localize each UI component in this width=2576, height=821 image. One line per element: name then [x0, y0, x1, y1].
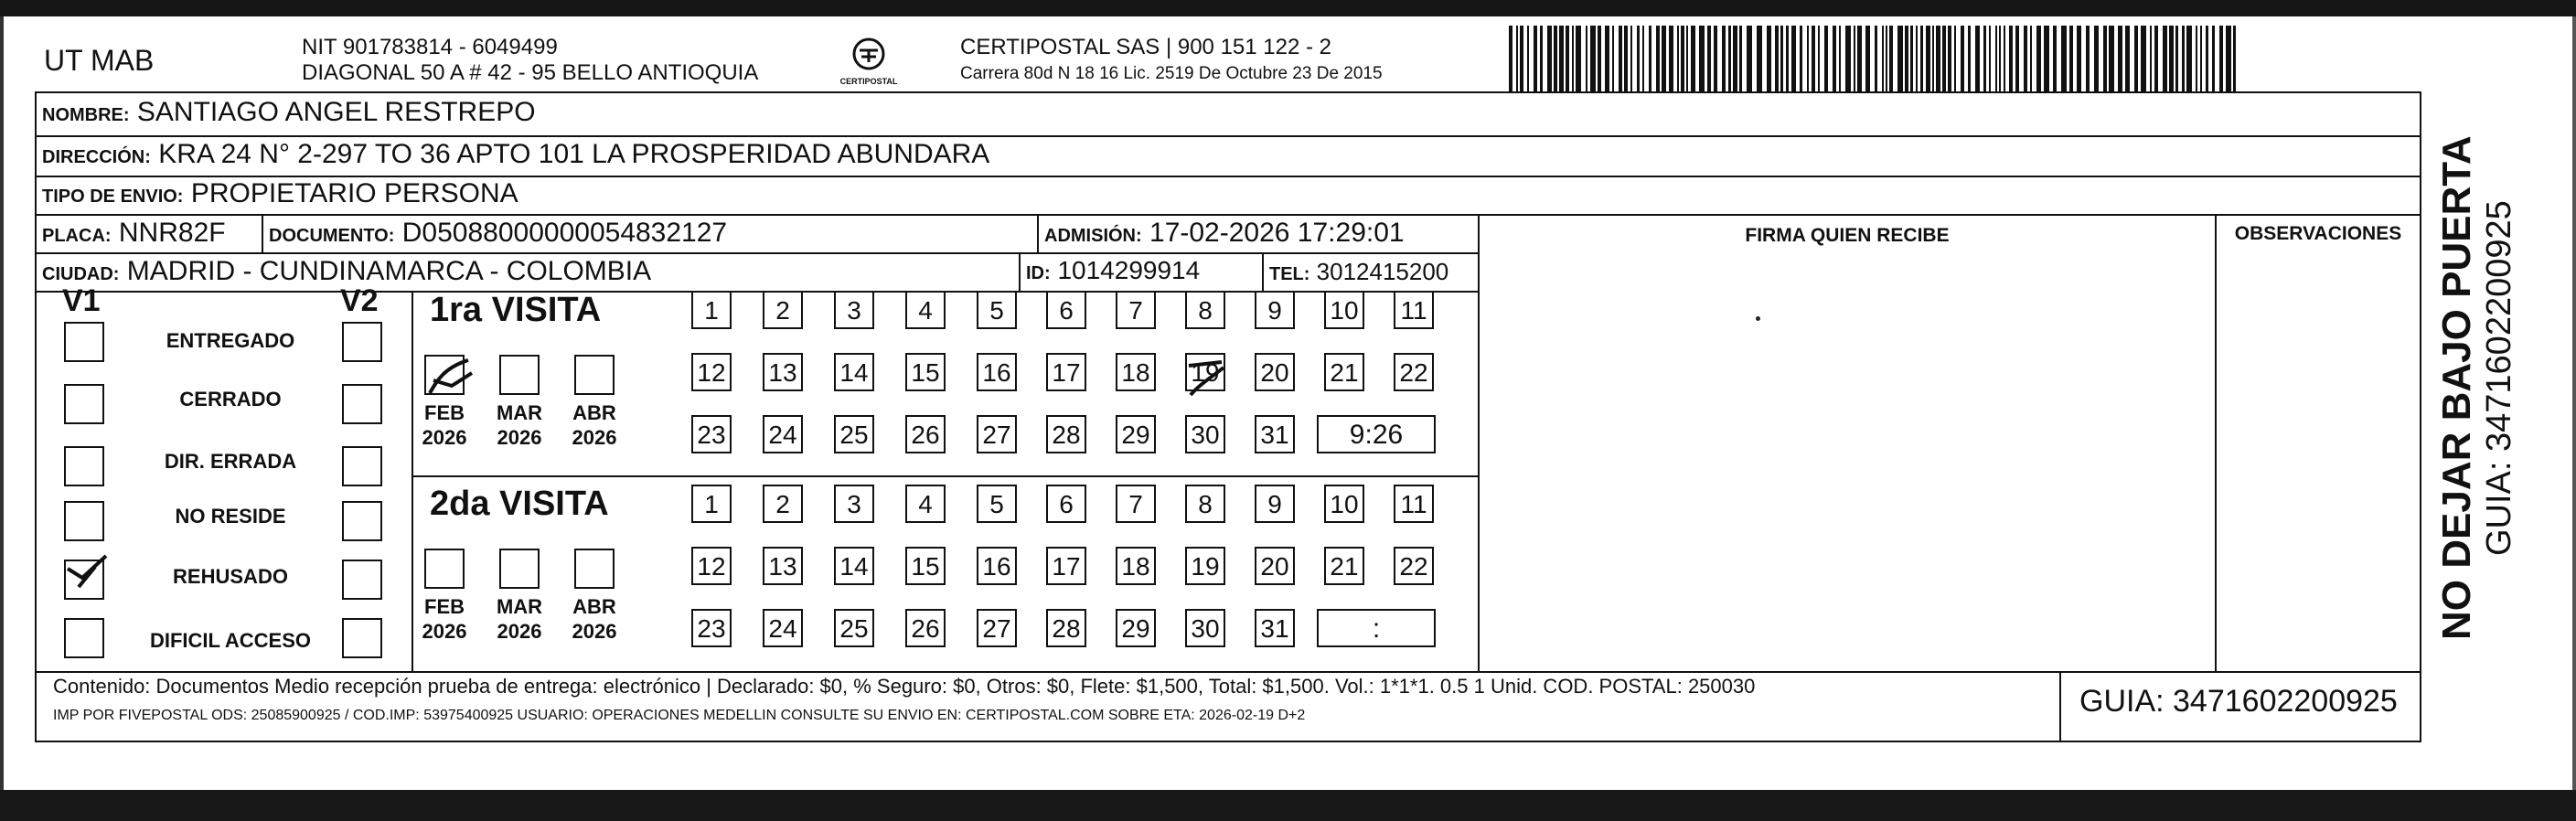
- logo-text: CERTIPOSTAL: [839, 77, 898, 86]
- barcode-bar: [1747, 26, 1752, 91]
- first-visit-month-box-mar: [499, 355, 540, 395]
- second-visit-day-27: 27: [977, 609, 1017, 647]
- barcode-bar: [1728, 26, 1731, 91]
- nombre-value: SANTIAGO ANGEL RESTREPO: [136, 97, 536, 127]
- barcode-bar: [1642, 26, 1644, 91]
- v1-checkbox-dificil-acceso: [64, 618, 104, 658]
- second-visit-month-box-abr: [574, 549, 615, 589]
- second-visit-day-24: 24: [763, 609, 803, 647]
- first-visit-day-25: 25: [834, 415, 874, 453]
- barcode-bar: [1942, 26, 1946, 91]
- second-visit-day-26: 26: [905, 609, 946, 647]
- barcode-bar: [2233, 26, 2236, 91]
- barcode-bar: [1882, 26, 1884, 91]
- second-visit-day-8: 8: [1185, 485, 1225, 523]
- barcode-bar: [1733, 26, 1737, 91]
- status-label-cerrado: CERRADO: [179, 388, 282, 410]
- barcode-bar: [1586, 26, 1587, 91]
- barcode-bar: [2163, 26, 2167, 91]
- second-visit-day-23: 23: [691, 609, 732, 647]
- barcode-bar: [2169, 26, 2174, 91]
- first-visit-day-27: 27: [977, 415, 1017, 453]
- barcode-bar: [2219, 26, 2223, 91]
- second-visit-day-22: 22: [1394, 547, 1434, 585]
- status-label-entregado: ENTREGADO: [166, 329, 295, 352]
- barcode-bar: [2086, 26, 2090, 91]
- second-visit-month-box-mar: [499, 549, 540, 589]
- barcode-bar: [2009, 26, 2013, 91]
- second-visit-day-30: 30: [1185, 609, 1225, 647]
- barcode-bar: [1975, 26, 1980, 91]
- status-label-rehusado: REHUSADO: [173, 565, 288, 588]
- first-visit-day-11: 11: [1394, 291, 1434, 329]
- barcode-bar: [2125, 26, 2130, 91]
- barcode-bar: [2069, 26, 2073, 91]
- barcode-bar: [1983, 26, 1986, 91]
- guia-vertical: GUIA: 3471602200925: [2480, 200, 2518, 556]
- first-visit-day-2: 2: [763, 291, 803, 329]
- ciudad-label: CIUDAD:: [42, 264, 120, 284]
- barcode-bar: [2053, 26, 2057, 91]
- barcode-bar: [1800, 26, 1802, 91]
- barcode-bar: [1905, 26, 1908, 91]
- placa-row: [42, 218, 226, 249]
- nombre-label: NOMBRE:: [42, 105, 130, 125]
- second-visit-year-label-feb: 2026: [422, 620, 467, 643]
- barcode-bar: [1612, 26, 1614, 91]
- first-visit-day-8: 8: [1185, 291, 1225, 329]
- second-visit-day-5: 5: [977, 485, 1017, 523]
- barcode-bar: [2077, 26, 2081, 91]
- first-visit-month-label-feb: FEB: [424, 401, 465, 424]
- imp-text: IMP POR FIVEPOSTAL ODS: 25085900925 / COD.IMP: 53975400925 USUARIO: OPERACIONES MEDELLIN CONSULTE SU ENVIO EN: CERTIPOSTAL.COM SOBRE ETA: 2026-02-19 D+2: [53, 708, 1306, 723]
- first-visit-year-label-abr: 2026: [572, 426, 617, 449]
- second-visit-day-20: 20: [1255, 547, 1295, 585]
- second-visit-day-28: 28: [1046, 609, 1086, 647]
- barcode-bar: [1875, 26, 1877, 91]
- placa-label: PLACA:: [42, 226, 112, 246]
- barcode-bar: [1722, 26, 1726, 91]
- second-visit-title: 2da VISITA: [430, 485, 609, 523]
- barcode-bar: [1818, 26, 1820, 91]
- delivery-form: [35, 91, 2421, 742]
- tel-row: [1269, 258, 1448, 286]
- barcode-bar: [2004, 26, 2005, 91]
- barcode-bar: [2061, 26, 2067, 91]
- barcode-bar: [1656, 26, 1660, 91]
- scan-edge-top: [0, 0, 2576, 16]
- barcode-bar: [1999, 26, 2001, 91]
- second-visit-day-4: 4: [905, 485, 946, 523]
- first-visit-month-label-abr: ABR: [572, 401, 616, 424]
- documento-value: D05088000000054832127: [401, 218, 728, 248]
- barcode-bar: [2175, 26, 2178, 91]
- nombre-row: [42, 97, 536, 128]
- first-visit-day-24: 24: [763, 415, 803, 453]
- first-visit-day-15: 15: [905, 353, 946, 391]
- barcode-bar: [1686, 26, 1688, 91]
- barcode-bar: [1559, 26, 1564, 91]
- second-visit-day-10: 10: [1324, 485, 1364, 523]
- first-visit-title: 1ra VISITA: [430, 291, 602, 329]
- nit-text: NIT 901783814 - 6049499: [302, 35, 558, 59]
- ciudad-value: MADRID - CUNDINAMARCA - COLOMBIA: [126, 256, 652, 286]
- barcode-bar: [1968, 26, 1971, 91]
- second-visit-day-1: 1: [691, 485, 732, 523]
- barcode-bar: [1566, 26, 1569, 91]
- second-visit-day-18: 18: [1116, 547, 1156, 585]
- first-visit-day-5: 5: [977, 291, 1017, 329]
- company-address: DIAGONAL 50 A # 42 - 95 BELLO ANTIOQUIA: [302, 60, 759, 85]
- barcode-bar: [1572, 26, 1574, 91]
- barcode-bar: [1780, 26, 1783, 91]
- first-visit-day-23: 23: [691, 415, 732, 453]
- barcode-bar: [2015, 26, 2019, 91]
- first-visit-day-7: 7: [1116, 291, 1156, 329]
- second-visit-day-12: 12: [691, 547, 732, 585]
- barcode-bar: [1669, 26, 1673, 91]
- barcode-bar: [2024, 26, 2027, 91]
- company-name: UT MAB: [44, 44, 155, 77]
- first-visit-day-14: 14: [834, 353, 874, 391]
- observaciones-header: OBSERVACIONES: [2234, 223, 2402, 244]
- certipostal-address: Carrera 80d N 18 16 Lic. 2519 De Octubre 23 De 2015: [960, 64, 1383, 83]
- barcode-bar: [1534, 26, 1537, 91]
- barcode-bar: [2150, 26, 2152, 91]
- first-visit-day-6: 6: [1046, 291, 1086, 329]
- barcode-bar: [1807, 26, 1809, 91]
- second-visit-day-16: 16: [977, 547, 1017, 585]
- firma-header: FIRMA QUIEN RECIBE: [1745, 225, 1950, 246]
- barcode-bar: [1598, 26, 1601, 91]
- direccion-value: KRA 24 N° 2-297 TO 36 APTO 101 LA PROSPERIDAD ABUNDARA: [158, 139, 990, 169]
- barcode-bar: [2226, 26, 2231, 91]
- barcode-bar: [1509, 26, 1512, 91]
- barcode-bar: [1889, 26, 1893, 91]
- second-visit-year-label-mar: 2026: [497, 620, 542, 643]
- v2-checkbox-entregado: [342, 322, 382, 362]
- barcode-bar: [1590, 26, 1596, 91]
- first-visit-day-30: 30: [1185, 415, 1225, 453]
- v1-checkbox-dir-errada: [64, 446, 104, 486]
- admision-label: ADMISIÓN:: [1044, 226, 1142, 246]
- barcode-bar: [1954, 26, 1956, 91]
- id-value: 1014299914: [1057, 256, 1201, 284]
- first-visit-month-box-feb: [424, 355, 465, 395]
- tel-value: 3012415200: [1316, 258, 1449, 285]
- barcode-bar: [1839, 26, 1841, 91]
- v1-checkbox-no-reside: [64, 501, 104, 541]
- tel-label: TEL:: [1269, 264, 1310, 284]
- barcode-bar: [2030, 26, 2032, 91]
- first-visit-day-1: 1: [691, 291, 732, 329]
- barcode-bar: [1926, 26, 1930, 91]
- first-visit-day-22: 22: [1394, 353, 1434, 391]
- tipo-envio-label: TIPO DE ENVIO:: [42, 187, 184, 207]
- second-visit-day-31: 31: [1255, 609, 1295, 647]
- barcode-bar: [1845, 26, 1851, 91]
- scan-edge-bottom: [0, 790, 2576, 821]
- barcode-bar: [2200, 26, 2202, 91]
- barcode-bar: [1527, 26, 1529, 91]
- no-dejar-bajo-puerta: NO DEJAR BAJO PUERTA: [2434, 135, 2479, 640]
- barcode-bar: [1649, 26, 1651, 91]
- v1-checkbox-cerrado: [64, 384, 104, 424]
- barcode-bar: [1854, 26, 1855, 91]
- first-visit-month-label-mar: MAR: [496, 401, 543, 424]
- barcode-bar: [1757, 26, 1762, 91]
- second-visit-month-label-mar: MAR: [496, 595, 543, 618]
- barcode-bar: [1833, 26, 1836, 91]
- second-visit-day-14: 14: [834, 547, 874, 585]
- first-visit-year-label-mar: 2026: [497, 426, 542, 449]
- second-visit-day-19: 19: [1185, 547, 1225, 585]
- first-visit-month-box-abr: [574, 355, 615, 395]
- second-visit-day-3: 3: [834, 485, 874, 523]
- v2-checkbox-no-reside: [342, 501, 382, 541]
- v1-header: V1: [62, 283, 101, 318]
- barcode-bar: [1932, 26, 1934, 91]
- first-visit-day-31: 31: [1255, 415, 1295, 453]
- barcode-bar: [1691, 26, 1695, 91]
- barcode-bar: [1812, 26, 1815, 91]
- barcode-bar: [1786, 26, 1789, 91]
- barcode-bar: [1547, 26, 1552, 91]
- barcode-bar: [2196, 26, 2197, 91]
- barcode-bar: [2154, 26, 2158, 91]
- first-visit-day-26: 26: [905, 415, 946, 453]
- barcode-bar: [2044, 26, 2049, 91]
- status-label-no-reside: NO RESIDE: [175, 505, 286, 528]
- status-label-dir-errada: DIR. ERRADA: [164, 450, 297, 473]
- first-visit-day-20: 20: [1255, 353, 1295, 391]
- v2-checkbox-dir-errada: [342, 446, 382, 486]
- barcode-bar: [2118, 26, 2122, 91]
- barcode-bar: [1897, 26, 1903, 91]
- first-visit-day-9: 9: [1255, 291, 1295, 329]
- barcode-bar: [1662, 26, 1666, 91]
- barcode-bar: [1677, 26, 1679, 91]
- second-visit-time-box: :: [1317, 609, 1436, 647]
- scan-edge-left: [0, 16, 4, 790]
- admision-row: [1044, 218, 1405, 249]
- second-visit-month-label-abr: ABR: [572, 595, 616, 618]
- barcode-bar: [1824, 26, 1828, 91]
- admision-value: 17-02-2026 17:29:01: [1149, 218, 1405, 248]
- barcode-bar: [1739, 26, 1742, 91]
- barcode-bar: [2036, 26, 2041, 91]
- direccion-label: DIRECCIÓN:: [42, 147, 151, 167]
- id-row: [1026, 256, 1200, 285]
- placa-value: NNR82F: [118, 218, 226, 248]
- first-visit-day-12: 12: [691, 353, 732, 391]
- first-visit-day-3: 3: [834, 291, 874, 329]
- second-visit-month-box-feb: [424, 549, 465, 589]
- barcode-bar: [1516, 26, 1518, 91]
- barcode-bar: [1916, 26, 1918, 91]
- first-visit-day-19: 19: [1185, 353, 1225, 391]
- v2-header: V2: [340, 283, 379, 318]
- second-visit-day-2: 2: [763, 485, 803, 523]
- second-visit-day-21: 21: [1324, 547, 1364, 585]
- barcode-bar: [2141, 26, 2146, 91]
- v1-checkbox-entregado: [64, 322, 104, 362]
- barcode: [1509, 26, 2240, 91]
- documento-row: [269, 218, 727, 249]
- first-visit-day-21: 21: [1324, 353, 1364, 391]
- second-visit-day-13: 13: [763, 547, 803, 585]
- barcode-bar: [1791, 26, 1796, 91]
- barcode-bar: [1554, 26, 1557, 91]
- barcode-bar: [1714, 26, 1717, 91]
- barcode-bar: [1699, 26, 1705, 91]
- first-visit-day-28: 28: [1046, 415, 1086, 453]
- barcode-bar: [1767, 26, 1771, 91]
- second-visit-day-17: 17: [1046, 547, 1086, 585]
- barcode-bar: [1857, 26, 1862, 91]
- barcode-bar: [1936, 26, 1940, 91]
- contenido-text: Contenido: Documentos Medio recepción prueba de entrega: electrónico | Declarado: $0, % Seguro: $0, Otros: $0, Flete: $1,500, Total: $1,500. Vol.: 1*1*1. 0.5 1 Unid. COD. POSTAL: 250030: [53, 675, 1756, 698]
- barcode-bar: [2206, 26, 2208, 91]
- barcode-bar: [2109, 26, 2114, 91]
- barcode-bar: [1775, 26, 1779, 91]
- direccion-row: [42, 139, 989, 170]
- second-visit-day-9: 9: [1255, 485, 1295, 523]
- barcode-bar: [2182, 26, 2185, 91]
- barcode-bar: [1989, 26, 1991, 91]
- barcode-bar: [1681, 26, 1684, 91]
- certipostal-info: CERTIPOSTAL SAS | 900 151 122 - 2: [960, 35, 1331, 59]
- second-visit-year-label-abr: 2026: [572, 620, 617, 643]
- scan-edge-right: [2572, 16, 2576, 790]
- barcode-bar: [1961, 26, 1964, 91]
- first-visit-day-17: 17: [1046, 353, 1086, 391]
- v1-checkbox-rehusado: [64, 560, 104, 600]
- ciudad-row: [42, 256, 651, 287]
- barcode-bar: [1624, 26, 1628, 91]
- barcode-bar: [2134, 26, 2138, 91]
- barcode-bar: [2103, 26, 2107, 91]
- v2-checkbox-dificil-acceso: [342, 618, 382, 658]
- second-visit-day-25: 25: [834, 609, 874, 647]
- second-visit-day-29: 29: [1116, 609, 1156, 647]
- barcode-bar: [1520, 26, 1523, 91]
- first-visit-day-16: 16: [977, 353, 1017, 391]
- first-visit-day-29: 29: [1116, 415, 1156, 453]
- barcode-bar: [1619, 26, 1622, 91]
- id-label: ID:: [1026, 263, 1051, 283]
- status-label-dificil-acceso: DIFICIL ACCESO: [149, 629, 312, 652]
- documento-label: DOCUMENTO:: [269, 226, 395, 246]
- signature-speck: [1756, 316, 1760, 321]
- v2-checkbox-cerrado: [342, 384, 382, 424]
- barcode-bar: [1605, 26, 1609, 91]
- barcode-bar: [1920, 26, 1923, 91]
- second-visit-month-label-feb: FEB: [424, 595, 465, 618]
- barcode-bar: [1948, 26, 1951, 91]
- second-visit-day-6: 6: [1046, 485, 1086, 523]
- certipostal-logo: [839, 35, 898, 88]
- v2-checkbox-rehusado: [342, 560, 382, 600]
- barcode-bar: [1886, 26, 1887, 91]
- barcode-bar: [1540, 26, 1543, 91]
- barcode-bar: [2094, 26, 2099, 91]
- second-visit-day-15: 15: [905, 547, 946, 585]
- guia-footer: GUIA: 3471602200925: [2079, 684, 2398, 719]
- first-visit-day-10: 10: [1324, 291, 1364, 329]
- barcode-bar: [1707, 26, 1711, 91]
- barcode-bar: [2212, 26, 2215, 91]
- barcode-bar: [1637, 26, 1640, 91]
- first-visit-time-box: 9:26: [1317, 415, 1436, 453]
- barcode-bar: [1995, 26, 1997, 91]
- tipo-envio-row: [42, 178, 518, 209]
- second-visit-day-11: 11: [1394, 485, 1434, 523]
- barcode-bar: [1865, 26, 1870, 91]
- tipo-envio-value: PROPIETARIO PERSONA: [190, 178, 518, 208]
- barcode-bar: [1576, 26, 1581, 91]
- barcode-bar: [2186, 26, 2192, 91]
- second-visit-day-7: 7: [1116, 485, 1156, 523]
- barcode-bar: [1910, 26, 1913, 91]
- first-visit-day-18: 18: [1116, 353, 1156, 391]
- first-visit-year-label-feb: 2026: [422, 426, 467, 449]
- first-visit-day-13: 13: [763, 353, 803, 391]
- first-visit-day-4: 4: [905, 291, 946, 329]
- barcode-bar: [1630, 26, 1632, 91]
